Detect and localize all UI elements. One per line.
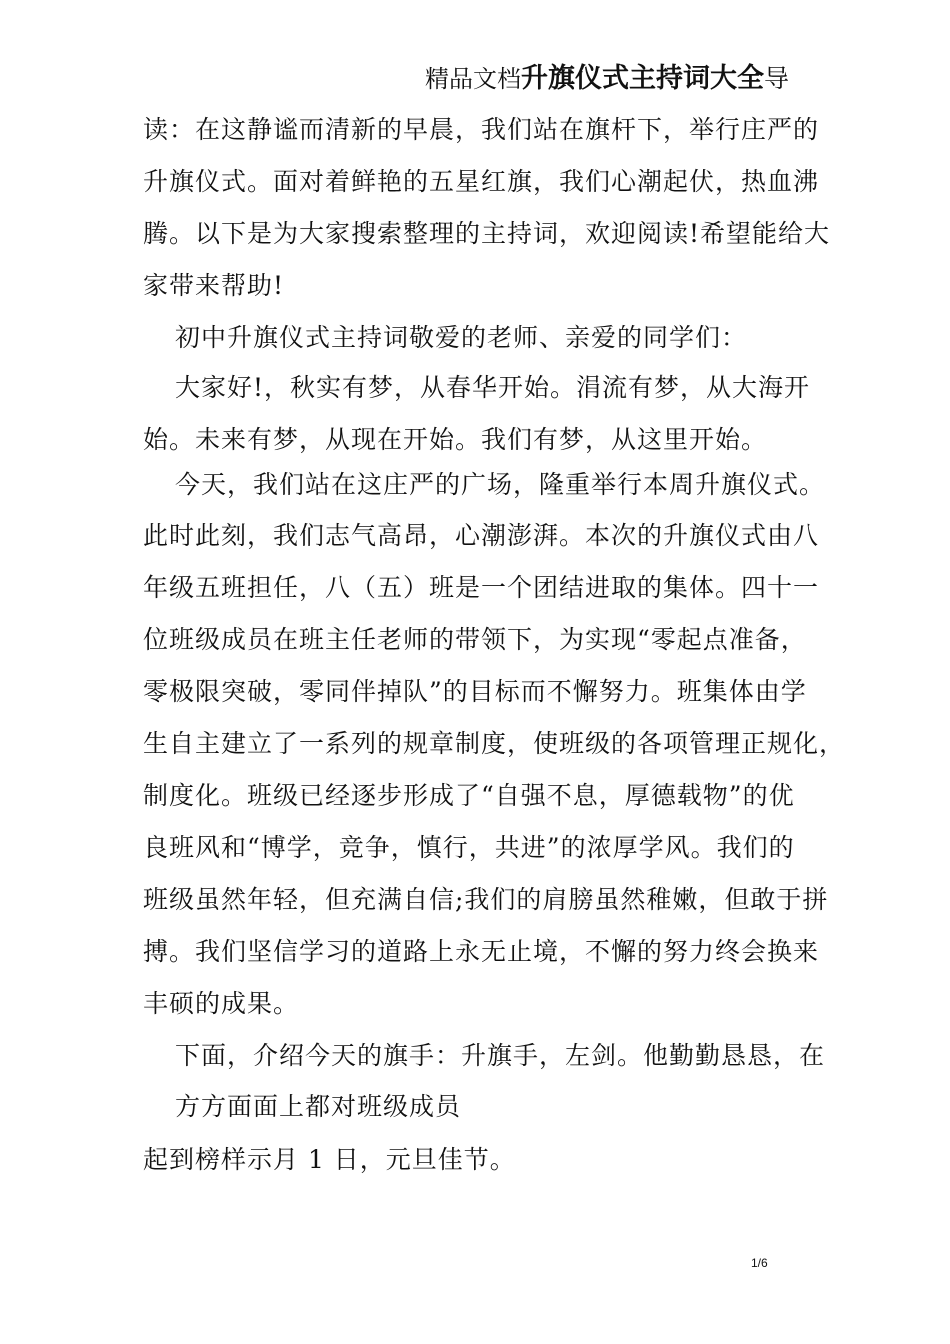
header-prefix: 精品文档 [425, 65, 521, 93]
text-line: 良班风和“博学，竞争，慎行，共进”的浓厚学风。我们的 [143, 833, 795, 862]
page-number: 1/6 [751, 1256, 768, 1270]
text-line: 生自主建立了一系列的规章制度，使班级的各项管理正规化， [143, 729, 846, 758]
document-title: 升旗仪式主持词大全 [521, 63, 764, 94]
text-line: 升旗仪式。面对着鲜艳的五星红旗，我们心潮起伏，热血沸 [143, 167, 820, 196]
text-line: 零极限突破，零同伴掉队”的目标而不懈努力。班集体由学 [143, 677, 807, 706]
text-line: 方方面面上都对班级成员 [175, 1092, 462, 1121]
text-line: 大家好!，秋实有梦，从春华开始。涓流有梦，从大海开 [175, 373, 811, 402]
text-line: 位班级成员在班主任老师的带领下，为实现“零起点准备， [143, 625, 807, 654]
text-line: 今天，我们站在这庄严的广场，隆重举行本周升旗仪式。 [175, 470, 826, 499]
text-line: 读：在这静谧而清新的早晨，我们站在旗杆下，举行庄严的 [143, 115, 820, 144]
header-suffix: 导 [764, 64, 790, 93]
text-line: 年级五班担任，八（五）班是一个团结进取的集体。四十一 [143, 573, 820, 602]
text-line: 腾。以下是为大家搜索整理的主持词，欢迎阅读!希望能给大 [143, 219, 831, 248]
text-line: 制度化。班级已经逐步形成了“自强不息，厚德载物”的优 [143, 781, 795, 810]
section-heading: 初中升旗仪式主持词敬爱的老师、亲爱的同学们： [175, 323, 748, 352]
text-line: 起到榜样示月 1 日，元旦佳节。 [143, 1145, 516, 1174]
text-line: 班级虽然年轻，但充满自信;我们的肩膀虽然稚嫩，但敢于拼 [143, 885, 829, 914]
text-line: 此时此刻，我们志气高昂，心潮澎湃。本次的升旗仪式由八 [143, 521, 820, 550]
text-line: 搏。我们坚信学习的道路上永无止境，不懈的努力终会换来 [143, 937, 820, 966]
page-header [425, 62, 789, 96]
text-line: 丰硕的成果。 [143, 989, 300, 1018]
text-line: 家带来帮助! [143, 271, 285, 300]
text-line: 始。未来有梦，从现在开始。我们有梦，从这里开始。 [143, 425, 768, 454]
text-line: 下面，介绍今天的旗手：升旗手，左剑。他勤勤恳恳，在 [175, 1041, 826, 1070]
